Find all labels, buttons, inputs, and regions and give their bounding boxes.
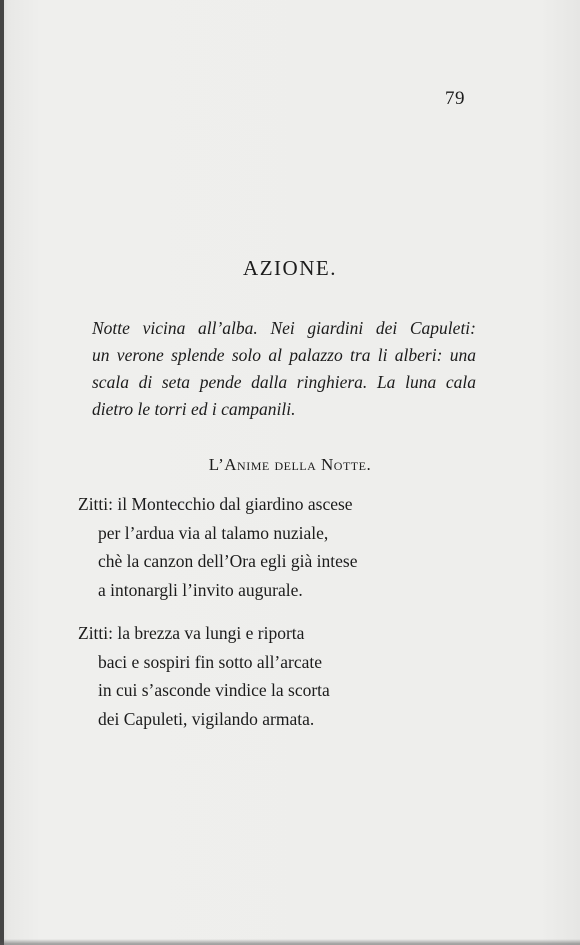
verse-line: baci e sospiri fin sotto all’arcate: [98, 651, 323, 672]
verse-line: per l’ardua via al talamo nuziale,: [98, 522, 329, 543]
verse-line: dei Capuleti, vigilando armata.: [98, 708, 315, 729]
page-bottom-edge: [0, 939, 580, 945]
verse-line: a intonargli l’invito augurale.: [98, 579, 303, 600]
verse-line: chè la canzon dell’Ora egli già intese: [98, 551, 358, 571]
stage-direction-line: Notte vicina all’alba. Nei giardini dei Capuleti:: [92, 318, 476, 338]
stage-direction-line: scala di seta pende dalla ringhiera. La luna cala: [92, 372, 476, 392]
stage-direction: [92, 315, 476, 423]
stage-direction-line: dietro le torri ed i campanili.: [92, 399, 296, 419]
stanza: [78, 490, 357, 604]
speaker-heading: L’Anime della Notte.: [208, 455, 372, 474]
page-number: 79: [445, 88, 465, 109]
stanza: [78, 619, 330, 733]
verse-line: Zitti: il Montecchio dal giardino ascese: [78, 494, 353, 514]
verse-line: Zitti: la brezza va lungi e riporta: [78, 623, 305, 643]
verse-line: in cui s’asconde vindice la scorta: [98, 680, 330, 700]
stage-direction-line: un verone splende solo al palazzo tra li alberi: una: [92, 345, 476, 365]
section-heading: AZIONE.: [243, 256, 337, 280]
